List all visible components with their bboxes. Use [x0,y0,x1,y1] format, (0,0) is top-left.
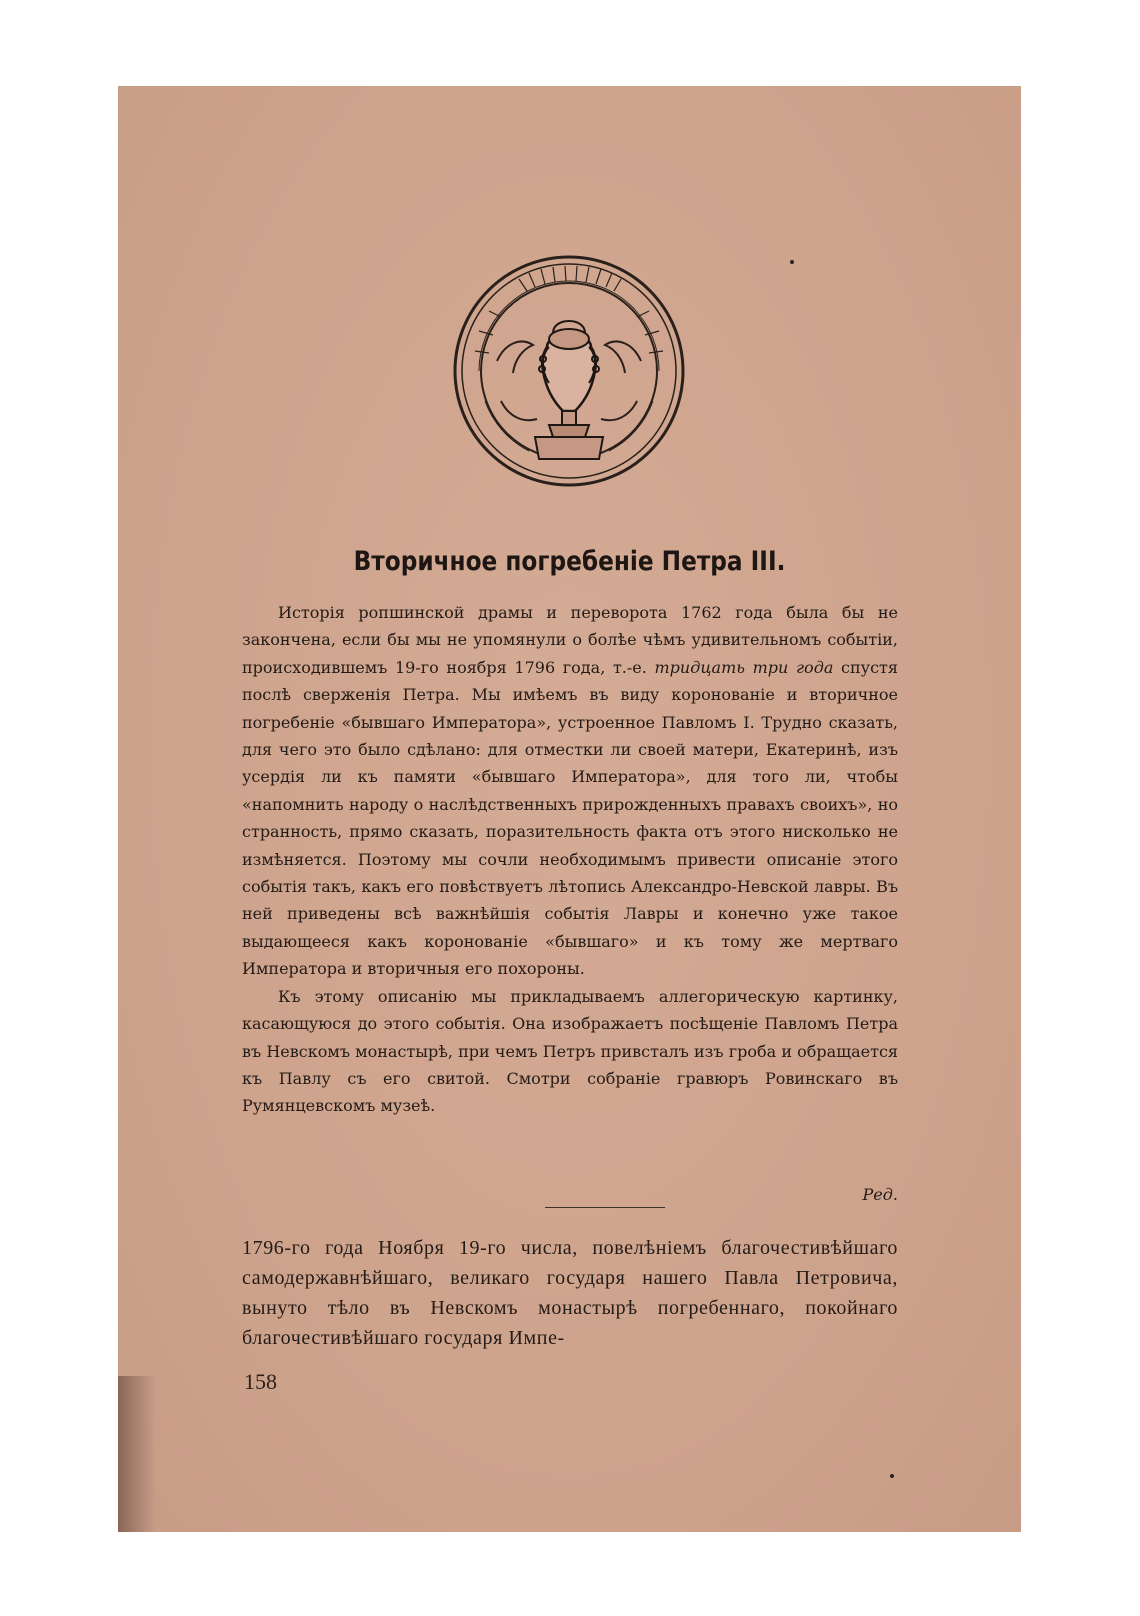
intro-paragraph [242,599,898,983]
paper-speck [890,1474,894,1478]
page-title: Вторичное погребеніе Петра III. [353,546,786,577]
paper-speck [790,260,794,264]
page-number: 158 [244,1369,277,1394]
intro-text-part-2: спустя послѣ сверженія Петра. Мы имѣемъ въ виду коронованіе и вторичное погребеніе «бывшаго Императора», устроенное Павломъ I. Трудно сказать, для чего это было сдѣлано: для отместки ли своей матери, Екатеринѣ, изъ усердія ли къ памяти «бывшаго Императора», для того ли, чтобы «напомнить народу о наслѣдственныхъ прирожденныхъ правахъ своихъ», но странность, прямо сказать, поразительность факта отъ этого нисколько не измѣняется. Поэтому мы сочли необходимымъ привести описаніе этого событія такъ, какъ его повѣствуетъ лѣтопись Александро-Невской лавры. Въ ней приведены всѣ важнѣйшія событія Лавры и конечно уже такое выдающееся какъ коронованіе «бывшаго» и къ тому же мертваго Императора и вторичныя его похороны. [242,657,898,979]
chronicle-paragraph: 1796-го года Ноября 19-го числа, повелѣніемъ благочестивѣйшаго самодержавнѣйшаго, великаго государя нашего Павла Петровича, вынуто тѣло въ Невскомъ монастырѣ погребеннаго, покойнаго благочестивѣйшаго государя Импе- [242,1237,898,1349]
intro-text-part-1: Исторія ропшинской драмы и переворота 1762 года была бы не закончена, если бы мы не упомянули о болѣе чѣмъ удивительномъ событіи, происходившемъ 19-го ноября 1796 года, т.-е. [242,603,898,677]
book-page [118,86,1021,1532]
page-edge-shadow [118,1376,156,1532]
section-divider [545,1207,665,1208]
editorial-introduction [242,599,898,1120]
urn-wreath-medallion-icon [449,251,689,491]
intro-emphasis: тридцать три года [654,657,834,677]
illustration-note-paragraph: Къ этому описанію мы прикладываемъ аллегорическую картинку, касающуюся до этого событія. Она изображаетъ посѣщеніе Павломъ Петра въ Невскомъ монастырѣ, при чемъ Петръ привсталъ изъ гроба и обращается къ Павлу съ его свитой. Смотри собраніе гравюръ Ровинскаго въ Румянцевскомъ музеѣ. [242,986,898,1116]
chronicle-excerpt [242,1233,898,1353]
editor-signature: Ред. [862,1185,898,1204]
